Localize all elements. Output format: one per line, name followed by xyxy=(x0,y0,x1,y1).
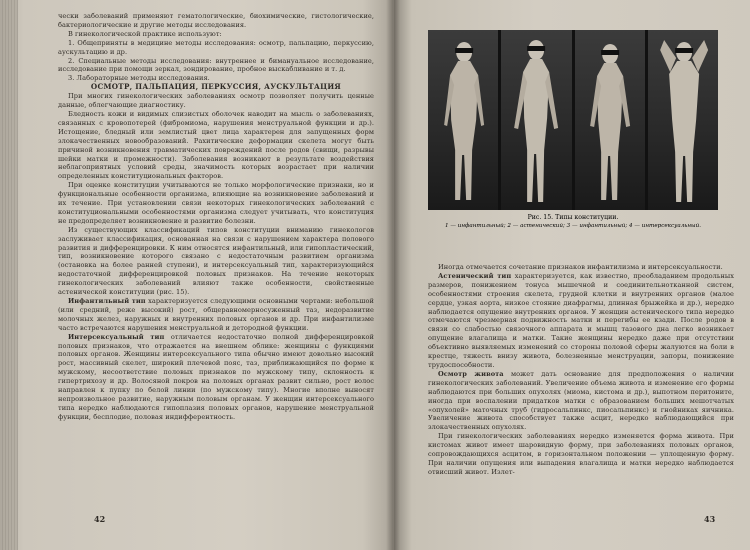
photo-figure-3 xyxy=(575,30,645,210)
paragraph: При многих гинекологических заболеваниях осмотр позволяет получить ценные данные, облегчающие диагностику. xyxy=(58,92,374,110)
photo-figure-4 xyxy=(648,30,718,210)
paragraph: Иногда отмечается сочетание признаков инфантилизма и интерсексуальности. xyxy=(438,263,723,271)
bold-term: Астенический тип xyxy=(438,271,512,280)
paragraph: В гинекологической практике используют: xyxy=(68,29,222,38)
figure-silhouette-icon xyxy=(501,30,571,210)
caption-legend: 1 — инфантильный; 2 — астенический; 3 — инфантильный; 4 — интерсексуальный. xyxy=(445,223,701,229)
paragraph: Бледность кожи и видимых слизистых оболочек наводит на мысль о заболеваниях, связанных с кровопотерей (фибромиома, нарушения менструальной функции и др.). Истощение, бледный или землистый цвет лица характерен для запущенных форм злокачественных новообразований. Рахитические деформации скелета могут быть причиной возникновения травматических повреждений после родов (свищи, разрывы шейки матки и промежности). Заболевания возникают в результате воздействия неблагоприятных условий среды, значимость которых возрастает при наличии определенных конституциональных факторов. xyxy=(58,109,374,181)
section-heading: ОСМОТР, ПАЛЬПАЦИЯ, ПЕРКУССИЯ, АУСКУЛЬТАЦИЯ xyxy=(90,82,342,92)
figure-caption xyxy=(428,214,718,230)
photo-figure-2 xyxy=(501,30,571,210)
paragraph: 1. Общеприняты в медицине методы исследования: осмотр, пальпацию, перкуссию, аускультацию и др. xyxy=(58,38,374,56)
bold-term: Интерсексуальный тип xyxy=(68,332,165,341)
paragraph-bold-start xyxy=(428,370,734,432)
page-number: 42 xyxy=(94,514,106,524)
paragraph: При гинекологических заболеваниях нередко изменяется форма живота. При кистомах живот имеет шаровидную форму, при заболеваниях половых органов, сопровождающихся асцитом, в горизонтальном положении — уплощенную форму. При наличии опущения или выпадения влагалища и матки нередко наблюдается отвисший живот. Излет- xyxy=(428,432,734,476)
page-number: 43 xyxy=(704,514,716,524)
paragraph: чески заболеваний применяют гематологические, биохимические, гистологические, бактериологические и другие методы исследования. xyxy=(58,12,374,29)
paragraph: Из существующих классификаций типов конституции вниманию гинекологов заслуживает классификация, основанная на связи с нарушением характера полового развития и дифференцировки. К ним относятся инфантильный, или гипопластический, тип, возникновение которого связано с недостаточным развитием организма (остановка на более ранней ступени), и интерсексуальный тип, характеризующийся недостаточной дифференцировкой половых признаков. На течение некоторых гинекологических заболеваний влияют также особенности, свойственные астенической конституции (рис. 15). xyxy=(58,225,374,297)
paragraph-rest: может дать основание для предположения о наличии гинекологических заболеваний. Увеличение объема живота и изменение его формы наблюдаются при больших опухолях (миома, кистома и др.), выпотном перитоните, иногда при воспалении придатков матки с образованием больших мешотчатых «опухолей» маточных труб (гидросальпинкс, пиосальпинкс) и гнойниках яичника. Увеличение живота способствует также асцит, нередко наблюдающийся при злокачественных опухолях. xyxy=(428,369,734,432)
paragraph-rest: отличается недостаточно полной дифференцировкой половых признаков, что отражается на внешнем облике: женщины с функциями половых органов. Женщины интерсексуального типа обычно имеют довольно высокий рост, массивный скелет, широкий плечевой пояс, таз, приближающийся по форме к мужскому, несоответствие половых признаков по мужскому типу, склонность к гипертрихозу и др. Волосяной покров на половых органах развит сильно, рост волос направлен к пупку по белой линии (по мужскому типу). Многие вполне выносят непроизвольное развитие, наружным половым органам. У женщин интерсексуального типа нередко наблюдаются гипоплазия половых органов, нарушение менструальной функции, бесплодие, половая индифферентность. xyxy=(58,332,374,421)
paragraph: 2. Специальные методы исследования: внутреннее и бимануальное исследование, исследование при помощи зеркал, зондирование, пробное выскабливание и т. д. xyxy=(58,56,374,74)
bold-term: Инфантильный тип xyxy=(68,297,146,305)
paragraph: 3. Лабораторные методы исследования. xyxy=(68,74,210,83)
paragraph-bold-start xyxy=(58,297,374,333)
figure-silhouette-icon xyxy=(575,30,645,210)
book-gutter xyxy=(386,0,400,550)
paragraph-rest: характеризуется следующими основными чертами: небольшой (или средний, реже высокий) рост, общеравномерносуженный таз, недоразвитие молочных желез, наружных и внутренних половых органов и др. При инфантилизме часто встречаются нарушения менструальной и детородной функции. xyxy=(58,297,374,332)
caption-title: Рис. 15. Типы конституции. xyxy=(527,214,619,221)
paragraph: При оценке конституции учитываются не только морфологические признаки, но и функциональные особенности организма, влияющие на возникновение заболеваний и их течение. При установлении связи некоторых гинекологических заболеваний с конституциональными особенностями организма следует учитывать, что конституция не предопределяет возникновение и развитие болезни. xyxy=(58,181,374,225)
paragraph-bold-start xyxy=(58,333,374,422)
photo-figure-1 xyxy=(428,30,498,210)
paragraph-rest: характеризуется, как известно, преобладанием продольных размеров, понижением тонуса мышечной и соединительнотканной систем, особенностями строения скелета, грудной клетки и внутренних органов (малое сердце, узкая аорта, низкое стояние диафрагмы, длинная брыжейка и др.), нередко наблюдается опущение внутренних органов. У женщин астенического типа нередко отмечаются чрезмерная подвижность матки и перегибы ее кзади. После родов в связи со слабостью связочного аппарата и мышц тазового дна легко возникает опущение влагалища и матки. Такие женщины нередко даже при отсутствии объективно выявляемых изменений со стороны половой сферы жалуются на боли в крестце, тяжесть внизу живота, болезненные менструации, запоры, понижение трудоспособности. xyxy=(428,271,734,369)
right-text xyxy=(428,263,734,477)
bold-term: Осмотр живота xyxy=(438,369,504,378)
figure-photos xyxy=(428,30,718,210)
page-edge xyxy=(0,0,18,550)
figure-silhouette-icon xyxy=(428,30,498,210)
left-text-top xyxy=(58,12,374,422)
paragraph-bold-start xyxy=(428,272,734,370)
figure-silhouette-icon xyxy=(648,30,718,210)
